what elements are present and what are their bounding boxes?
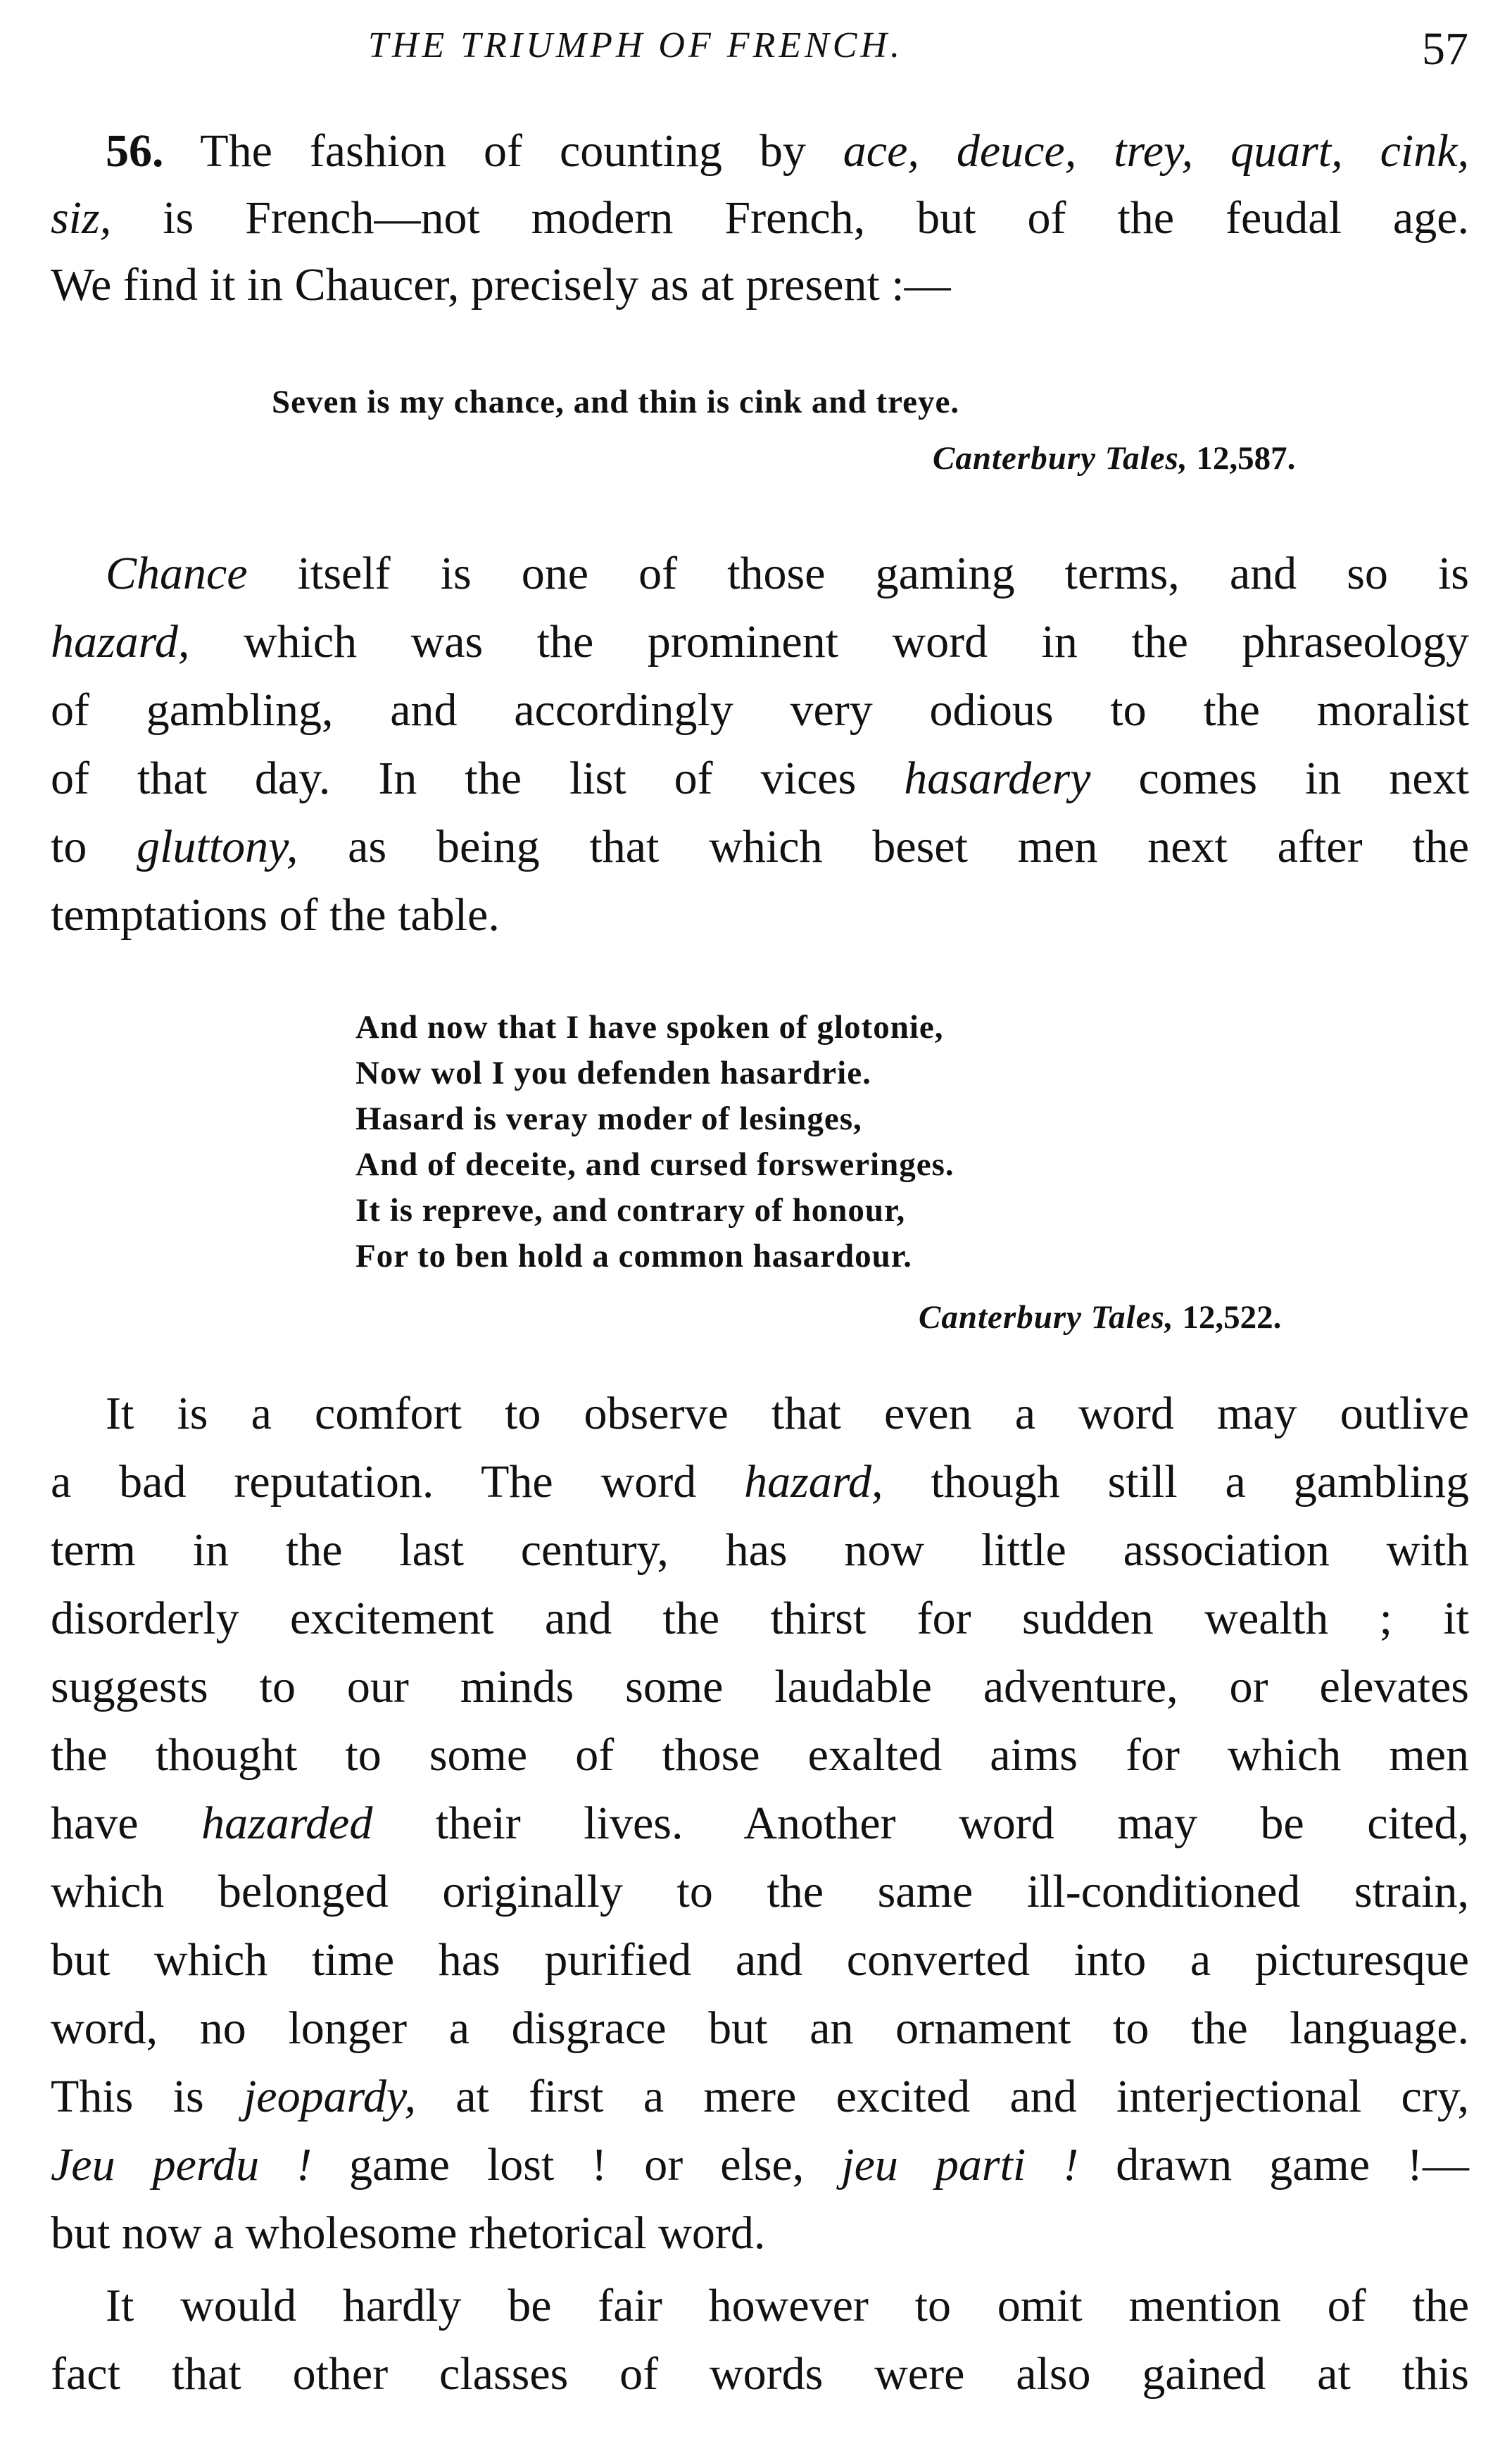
text-span: as being that which beset men next after the <box>298 821 1469 872</box>
text-line <box>51 1932 1469 1988</box>
text-span: comes in next <box>1090 753 1469 804</box>
verse-line: Seven is my chance, and thin is cink and treye. <box>272 384 960 420</box>
italic-term: jeopardy, <box>243 2071 416 2122</box>
text-line <box>51 682 1469 739</box>
running-head-title: THE TRIUMPH OF FRENCH. <box>368 25 903 65</box>
italic-term: jeu parti ! <box>841 2139 1079 2191</box>
text-line <box>51 2346 1469 2402</box>
text-line <box>51 1727 1469 1784</box>
verse-line: And now that I have spoken of glotonie, <box>355 1009 944 1046</box>
text-span: itself is one of those gaming terms, and so is <box>247 548 1469 599</box>
citation-line-number: 12,587. <box>1196 440 1296 477</box>
citation <box>933 437 1295 480</box>
text-line <box>51 1591 1469 1647</box>
text-span: suggests to our minds some laudable adventure, or elevates <box>51 1661 1469 1712</box>
verse-line: It is repreve, and contrary of honour, <box>355 1192 906 1229</box>
text-line <box>51 751 1469 807</box>
text-line <box>51 1522 1469 1579</box>
text-line <box>51 1659 1469 1715</box>
verse-line: Hasard is veray moder of lesinges, <box>355 1101 862 1137</box>
citation-work: Canterbury Tales, <box>933 440 1188 477</box>
text-span: disorderly excitement and the thirst for sudden wealth ; it <box>51 1593 1469 1644</box>
text-span: the thought to some of those exalted aims for which men <box>51 1729 1469 1781</box>
text-line <box>51 1454 1469 1510</box>
text-span: The fashion of counting by <box>200 125 843 177</box>
text-line <box>51 614 1469 670</box>
italic-term: hasardery <box>904 753 1091 804</box>
text-line <box>51 2137 1469 2193</box>
text-span: term in the last century, has now little association with <box>51 1524 1469 1576</box>
text-span: We find it in Chaucer, precisely as at present :— <box>51 259 951 311</box>
text-span: game lost ! or else, <box>312 2139 842 2191</box>
italic-term: hazard, <box>744 1456 883 1508</box>
text-span: It is a comfort to observe that even a word may outlive <box>106 1388 1469 1439</box>
italic-term: Jeu perdu ! <box>51 2139 313 2191</box>
text-span: but which time has purified and converted into a picturesque <box>51 1934 1469 1986</box>
text-span: is French—not modern French, but of the feudal age. <box>111 192 1469 244</box>
verse-line: For to ben hold a common hasardour. <box>355 1238 913 1274</box>
page-number: 57 <box>1422 23 1468 75</box>
text-span: It would hardly be fair however to omit mention of the <box>106 2280 1469 2331</box>
italic-term: gluttony, <box>137 821 298 872</box>
text-span: of that day. In the list of vices <box>51 753 905 804</box>
italic-term: siz, <box>51 192 112 244</box>
text-line <box>51 257 1469 313</box>
italic-term: hazard, <box>51 616 190 668</box>
text-span: but now a wholesome rhetorical word. <box>51 2207 766 2259</box>
text-line <box>106 2278 1469 2334</box>
text-span: which belonged originally to the same ill-conditioned strain, <box>51 1866 1469 1917</box>
text-span: which was the prominent word in the phraseology <box>189 616 1469 668</box>
italic-term: hazarded <box>201 1798 373 1849</box>
text-line <box>51 1795 1469 1852</box>
text-line <box>51 2069 1469 2125</box>
text-line <box>106 1386 1469 1442</box>
text-span: to <box>51 821 137 872</box>
italic-term: ace, deuce, trey, quart, cink, <box>843 125 1469 177</box>
text-line <box>51 1864 1469 1920</box>
text-line <box>51 819 1469 875</box>
citation <box>919 1296 1281 1339</box>
text-span: at first a mere excited and interjectional cry, <box>415 2071 1470 2122</box>
verse-line: Now wol I you defenden hasardrie. <box>355 1055 871 1091</box>
text-line <box>51 190 1469 246</box>
verse-line: And of deceite, and cursed forsweringes. <box>355 1146 955 1183</box>
text-span: their lives. Another word may be cited, <box>372 1798 1469 1849</box>
text-span: of gambling, and accordingly very odious to the moralist <box>51 684 1469 736</box>
italic-term: Chance <box>106 548 248 599</box>
text-line <box>51 2000 1469 2057</box>
text-line <box>51 2205 1469 2262</box>
text-span: word, no longer a disgrace but an ornament to the language. <box>51 2003 1469 2054</box>
citation-line-number: 12,522. <box>1182 1299 1282 1336</box>
citation-work: Canterbury Tales, <box>919 1299 1174 1336</box>
text-span: though still a gambling <box>883 1456 1469 1508</box>
text-line <box>106 546 1469 602</box>
text-span: drawn game !— <box>1078 2139 1470 2191</box>
text-span: a bad reputation. The word <box>51 1456 745 1508</box>
text-span: temptations of the table. <box>51 889 500 941</box>
text-line <box>51 887 1469 944</box>
text-span: have <box>51 1798 202 1849</box>
section-number: 56. <box>106 125 164 177</box>
text-line <box>106 123 1469 180</box>
text-span: This is <box>51 2071 244 2122</box>
text-span: fact that other classes of words were also gained at this <box>51 2348 1469 2400</box>
